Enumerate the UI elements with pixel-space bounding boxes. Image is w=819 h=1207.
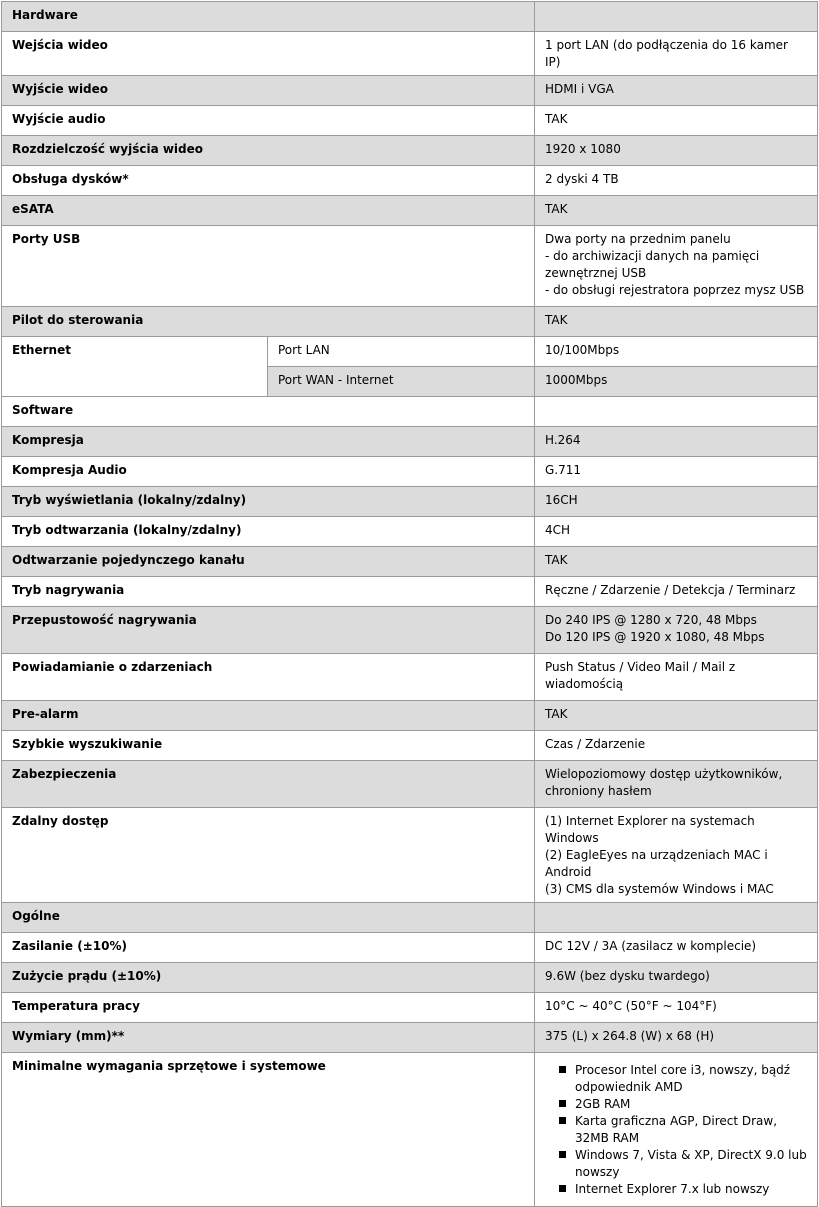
table-row <box>2 337 818 367</box>
row-label: Temperatura pracy <box>2 993 535 1023</box>
table-row <box>2 1023 818 1053</box>
row-label: Zabezpieczenia <box>2 761 535 808</box>
table-row <box>2 166 818 196</box>
row-sublabel: Port WAN - Internet <box>268 367 535 397</box>
row-value: Push Status / Video Mail / Mail z wiadomością <box>535 654 818 701</box>
table-row <box>2 607 818 654</box>
row-label: Software <box>2 397 535 427</box>
row-label: Minimalne wymagania sprzętowe i systemowe <box>2 1053 535 1207</box>
value-line: - do obsługi rejestratora poprzez mysz USB <box>545 283 805 297</box>
row-label: Porty USB <box>2 226 535 307</box>
row-value <box>535 226 818 307</box>
table-row <box>2 517 818 547</box>
table-row <box>2 808 818 903</box>
row-value: 1000Mbps <box>535 367 818 397</box>
row-label: Odtwarzanie pojedynczego kanału <box>2 547 535 577</box>
row-value: H.264 <box>535 427 818 457</box>
list-item: Windows 7, Vista & XP, DirectX 9.0 lub nowszy <box>575 1148 807 1179</box>
row-value: DC 12V / 3A (zasilacz w komplecie) <box>535 933 818 963</box>
table-row <box>2 963 818 993</box>
row-label: Szybkie wyszukiwanie <box>2 731 535 761</box>
list-item: 2GB RAM <box>575 1096 807 1113</box>
requirements-list <box>545 1062 807 1198</box>
table-row <box>2 701 818 731</box>
row-value: TAK <box>535 547 818 577</box>
value-line: (1) Internet Explorer na systemach Windows <box>545 814 755 845</box>
row-label: Wyjście wideo <box>2 76 535 106</box>
row-value <box>535 607 818 654</box>
row-label: Przepustowość nagrywania <box>2 607 535 654</box>
table-row <box>2 903 818 933</box>
row-label: Tryb odtwarzania (lokalny/zdalny) <box>2 517 535 547</box>
table-row <box>2 577 818 607</box>
row-label: Wejścia wideo <box>2 32 535 76</box>
row-value: 10/100Mbps <box>535 337 818 367</box>
table-row <box>2 397 818 427</box>
table-row <box>2 106 818 136</box>
row-label: eSATA <box>2 196 535 226</box>
row-label: Pilot do sterowania <box>2 307 535 337</box>
table-row <box>2 547 818 577</box>
row-value: G.711 <box>535 457 818 487</box>
row-label: Zdalny dostęp <box>2 808 535 903</box>
value-line: Do 240 IPS @ 1280 x 720, 48 Mbps <box>545 613 757 627</box>
row-label: Kompresja Audio <box>2 457 535 487</box>
row-label: Ethernet <box>2 337 268 397</box>
row-label: Zasilanie (±10%) <box>2 933 535 963</box>
list-item: Karta graficzna AGP, Direct Draw, 32MB RAM <box>575 1113 807 1147</box>
row-label: Obsługa dysków* <box>2 166 535 196</box>
row-value <box>535 2 818 32</box>
table-row <box>2 731 818 761</box>
row-value: TAK <box>535 701 818 731</box>
row-value: 375 (L) x 264.8 (W) x 68 (H) <box>535 1023 818 1053</box>
table-row <box>2 76 818 106</box>
row-value: 16CH <box>535 487 818 517</box>
row-label: Kompresja <box>2 427 535 457</box>
row-label: Powiadamianie o zdarzeniach <box>2 654 535 701</box>
row-label: Wyjście audio <box>2 106 535 136</box>
row-label: Wymiary (mm)** <box>2 1023 535 1053</box>
row-value: 1 port LAN (do podłączenia do 16 kamer IP) <box>535 32 818 76</box>
table-row <box>2 457 818 487</box>
row-value: 1920 x 1080 <box>535 136 818 166</box>
list-item: Procesor Intel core i3, nowszy, bądź odpowiednik AMD <box>575 1062 807 1096</box>
table-row <box>2 1053 818 1207</box>
row-label: Pre-alarm <box>2 701 535 731</box>
table-row <box>2 933 818 963</box>
row-value: TAK <box>535 196 818 226</box>
row-value: 2 dyski 4 TB <box>535 166 818 196</box>
table-row <box>2 761 818 808</box>
value-line: (3) CMS dla systemów Windows i MAC <box>545 882 774 896</box>
table-row <box>2 196 818 226</box>
row-label: Rozdzielczość wyjścia wideo <box>2 136 535 166</box>
row-value: Czas / Zdarzenie <box>535 731 818 761</box>
value-line: Dwa porty na przednim panelu <box>545 232 731 246</box>
row-label: Tryb wyświetlania (lokalny/zdalny) <box>2 487 535 517</box>
row-value: TAK <box>535 307 818 337</box>
row-value <box>535 397 818 427</box>
row-value <box>535 808 818 903</box>
table-row <box>2 654 818 701</box>
table-row <box>2 32 818 76</box>
row-value: Wielopoziomowy dostęp użytkowników, chroniony hasłem <box>535 761 818 808</box>
table-row <box>2 427 818 457</box>
row-sublabel: Port LAN <box>268 337 535 367</box>
list-item: Internet Explorer 7.x lub nowszy <box>575 1181 807 1198</box>
row-value: HDMI i VGA <box>535 76 818 106</box>
row-label: Zużycie prądu (±10%) <box>2 963 535 993</box>
table-row <box>2 2 818 32</box>
row-value: Ręczne / Zdarzenie / Detekcja / Terminarz <box>535 577 818 607</box>
value-line: - do archiwizacji danych na pamięci zewnętrznej USB <box>545 249 760 280</box>
row-value: 9.6W (bez dysku twardego) <box>535 963 818 993</box>
row-label: Hardware <box>2 2 535 32</box>
row-value <box>535 903 818 933</box>
table-row <box>2 487 818 517</box>
table-row <box>2 993 818 1023</box>
table-row <box>2 307 818 337</box>
value-line: (2) EagleEyes na urządzeniach MAC i Android <box>545 848 768 879</box>
row-value: 4CH <box>535 517 818 547</box>
row-value: TAK <box>535 106 818 136</box>
table-row <box>2 226 818 307</box>
value-line: Do 120 IPS @ 1920 x 1080, 48 Mbps <box>545 630 765 644</box>
row-value <box>535 1053 818 1207</box>
row-label: Ogólne <box>2 903 535 933</box>
row-label: Tryb nagrywania <box>2 577 535 607</box>
table-row <box>2 136 818 166</box>
row-value: 10°C ~ 40°C (50°F ~ 104°F) <box>535 993 818 1023</box>
spec-table <box>1 1 818 1207</box>
